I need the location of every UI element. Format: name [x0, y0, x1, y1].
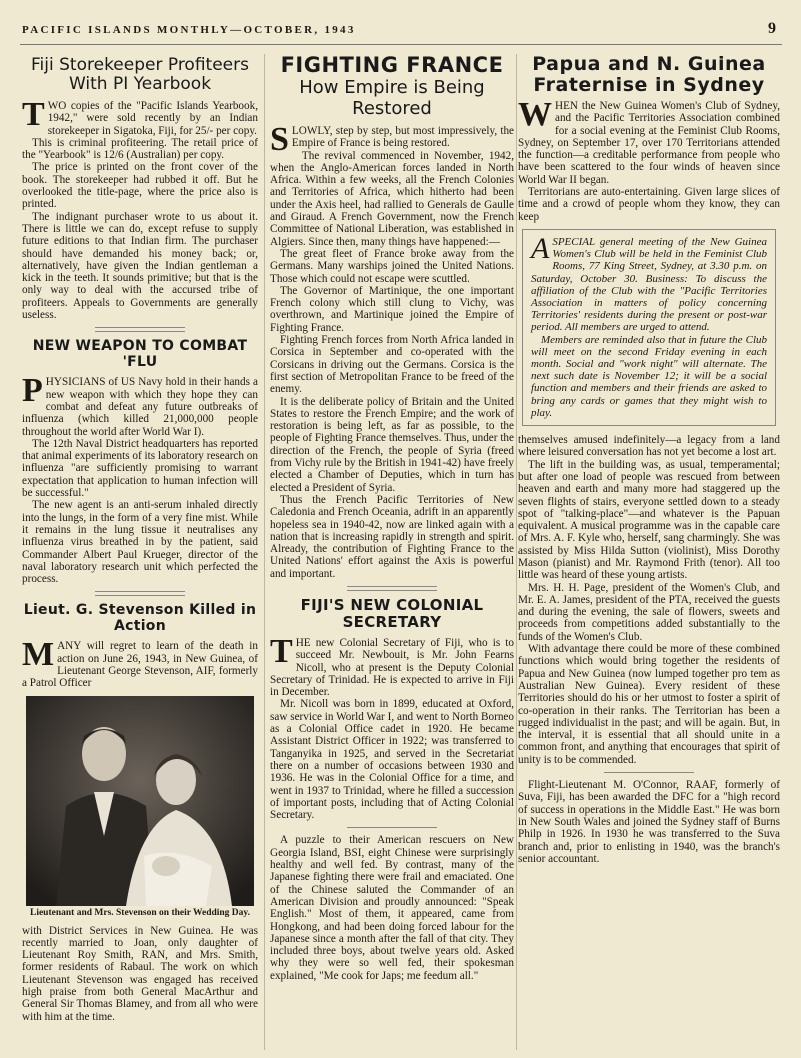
paragraph: WO copies of the "Pacific Islands Yearbook, 1942," were sold recently by an Indian storekeeper in Sigatoka, Fiji, for 25/- per copy.: [47, 100, 258, 137]
column-divider: [516, 54, 517, 1050]
drop-cap: T: [270, 632, 293, 670]
masthead: [22, 20, 782, 40]
paragraph: The new agent is an anti-serum inhaled directly into the lungs, in the form of a very fine mist. While it remains in the lung tissue it neutralises any influenza virus breathed in by the patient, said Commander Albert Paul Krueger, director of the naval laboratory research unit which perfected the process.: [22, 499, 258, 586]
notice-paragraph: Members are reminded also that in future the Club will meet on the second Friday evening in each month. Social and "work night" will alternate. The next such date is November 12; it will be a social function and members and their friends are asked to bring any cards or games that they might wish to play.: [531, 333, 767, 419]
column-3: [518, 54, 780, 1054]
article-fighting-france: [270, 54, 514, 580]
article-stevenson: [22, 602, 258, 1023]
headline: Fiji Storekeeper Profiteers With PI Yearbook: [31, 55, 249, 94]
paragraph: Thus the French Pacific Territories of New Caledonia and French Oceania, adrift in an apparently hopeless sea in 1940-42, now are linked again with a nation that is increasing rapidly in strength and spirit. Already, the contribution of Fighting France to the United Nations' effort against the Axis is powerful and important.: [270, 493, 514, 580]
paragraph: The great fleet of France broke away from the Germans. Many warships joined the United Nations. Those which could not escape were scuttled.: [270, 247, 514, 285]
wedding-photo-image: [26, 696, 254, 906]
wedding-photo: [26, 696, 254, 906]
paragraph: HE new Colonial Secretary of Fiji, who is to succeed Mr. Newbouit, is Mr. John Fearns Nicoll, who at present is the Deputy Colonial Secretary of Trinidad. He is expected to arrive in Fiji in December.: [270, 636, 514, 699]
paragraph: Fighting French forces from North Africa landed in Corsica in September and co-operated with the Corsicans in driving out the Germans. Corsica is the first section of Metropolitan France to be freed of the enemy.: [270, 334, 514, 396]
headline: Papua and N. Guinea Fraternise in Sydney: [532, 54, 766, 96]
article-chinese-rescued: [270, 834, 514, 982]
column-1: [22, 54, 258, 1054]
meeting-notice-box: [522, 229, 776, 426]
notice-paragraph: SPECIAL general meeting of the New Guinea Women's Club will be held in the Feminist Club Rooms, 77 King Street, Sydney, at 3.30 p.m. on Saturday, October 30. Business: To discuss the affiliation of the Club with the "Pacific Territories Association in matters of policy concerning Territories' residents during the present or post-war period. All members are urged to attend.: [531, 235, 767, 334]
headline: Lieut. G. Stevenson Killed in Action: [23, 602, 257, 635]
drop-cap: W: [518, 96, 552, 133]
headline: NEW WEAPON TO COMBAT 'FLU: [32, 338, 248, 371]
photo-caption: Lieutenant and Mrs. Stevenson on their Wedding Day.: [29, 907, 251, 918]
paragraph: This is criminal profiteering. The retail price of the "Yearbook" is 12/6 (Australian) per copy.: [22, 136, 258, 162]
paragraph: The 12th Naval District headquarters has reported that animal experiments of its laboratory research on influenza "are sufficiently promising to warrant expectation that application to human infection will be successful.": [22, 437, 258, 500]
paragraph: The Governor of Martinique, the one important French colony which still clung to Vichy, was overthrown, and Martinique joined the Empire of Fighting France.: [270, 284, 514, 334]
column-2: [270, 54, 514, 1054]
column-divider: [264, 54, 265, 1050]
separator: [347, 586, 437, 591]
paragraph: themselves amused indefinitely—a legacy from a land where leisured conversation has not yet become a lost art.: [518, 434, 780, 459]
paragraph: HEN the New Guinea Women's Club of Sydney, and the Pacific Territories Association combined for a social evening at the Feminist Club Rooms, Sydney, on September 17, over 170 Territorians attended the function—a creditable performance from people who have been scattered to the four winds of heaven since World War II began.: [518, 100, 780, 186]
separator: [347, 827, 437, 828]
paragraph: A puzzle to their American rescuers on New Georgia Island, BSI, eight Chinese were surprisingly healthy and well fed. By contrast, many of the Japanese fighting there were frail and emaciated. One of the Chinese saluted the Commander of an American Division and proudly announced: "Speak English." Most of them, it appeared, came from Hongkong, and had been doing forced labour for the Japanese since a month after the fall of that city. They included three boys, about twelve years old. Asked why they were so well fed, their spokesman explained, "Me cook for Japs; me feedum all.": [270, 834, 514, 982]
paragraph: The revival commenced in November, 1942, when the Anglo-American forces landed in North Africa. Within a few weeks, all the French Colonies and Territories of Africa, which hitherto had been under the Axis heel, had rallied to Generals de Gaulle and Giraud. A French Government, now the French Committee of National Liberation, was established in Algiers. Since then, many things have happened:—: [270, 149, 514, 248]
paragraph: Territorians are auto-entertaining. Given large slices of time and a crowd of people whom they know, they can keep: [518, 186, 780, 223]
paragraph: HYSICIANS of US Navy hold in their hands a new weapon with which they hope they can combat and defeat any future outbreaks of influenza (which killed 21,000,000 people throughout the world after World War I).: [22, 376, 258, 438]
separator: [95, 591, 185, 596]
drop-cap: P: [22, 372, 43, 410]
article-new-weapon-flu: [22, 338, 258, 585]
masthead-title: PACIFIC ISLANDS MONTHLY—OCTOBER, 1943: [22, 24, 356, 36]
paragraph: Mr. Nicoll was born in 1899, educated at Oxford, saw service in World War I, and went to North Borneo as a Colonial Office cadet in 1920. He became Assistant District Officer in 1922; was transferred to Tanganyika in 1925, and served in the Secretariat there on a number of occasions between 1930 and 1936. He was in the Colonial Office for a time, and went in 1937 to Trinidad, where he filled a succession of important posts, including that of Acting Colonial Secretary.: [270, 698, 514, 822]
separator: [604, 772, 694, 773]
drop-cap: M: [22, 636, 55, 674]
drop-cap: A: [531, 231, 550, 265]
article-fiji-colonial-secretary: [270, 597, 514, 821]
paragraph: LOWLY, step by step, but most impressively, the Empire of France is being restored.: [291, 125, 514, 150]
paragraph: Flight-Lieutenant M. O'Connor, RAAF, formerly of Suva, Fiji, has been awarded the DFC for a "high record of success in operations in the Middle East." He was born in New South Wales and joined the Sydney staff of Burns Philp in 1926. In 1930 he was transferred to the Suva branch and, prior to enlisting in 1940, was the branch's senior accountant.: [518, 779, 780, 865]
paragraph: With advantage there could be more of these combined functions which would bring together the residents of Papua and New Guinea (now lumped together pro tem as Australian New Guinea). Every resident of these Territories should do his or her utmost to foster a spirit of co-operation in their ranks. The Territorian has been a rugged individualist in the past; and will be again. But, in the interval, it is essential that all should unite in a common front, and anything that encourages that spirit of unity is to be commended.: [518, 643, 780, 766]
headline: FIJI'S NEW COLONIAL SECRETARY: [300, 595, 484, 631]
headline: FIGHTING FRANCE: [280, 54, 504, 77]
paragraph: It is the deliberate policy of Britain and the United States to restore the French Empire; and the work of restoration is being left, as far as possible, to the people of Fighting France themselves. Thus, under the direction of the French, the people of Syria (freed from Vichy rule by the British in 1941-42) have freely elected a Chamber of Deputies, which in turn has elected a President of Syria.: [270, 395, 514, 494]
article-papua-new-guinea: [518, 54, 780, 766]
paragraph: The lift in the building was, as usual, temperamental; but after one load of people was rescued from between heaven and earth and many more had staggered up the seven flights of stairs, everyone settled down to a steady spot of "talking-place"—and whatever is the Papuan equivalent. A musical programme was in the capable care of Mrs. A. F. Kyle who, herself, sang charmingly. She was assisted by Miss Hilda Sutton (violinist), Miss Dorothy Mason (pianist) and Mr. Raymond Frith (tenor). All too little was heard of these young artists.: [518, 458, 780, 582]
paragraph: ANY will regret to learn of the death in action on June 26, 1943, in New Guinea, of Lieutenant George Stevenson, AIF, formerly a Patrol Officer: [22, 640, 258, 690]
article-oconnor-dfc: [518, 779, 780, 865]
article-fiji-storekeeper: [22, 56, 258, 321]
paragraph: with District Services in New Guinea. He was recently married to Joan, only daughter of Lieutenant Roy Smith, RAN, and Mrs. Smith, former residents of Rabaul. The work on which Lieutenant Stevenson was engaged has received high praise from both General MacArthur and General Sir Thomas Blamey, and from all who were with him at the time.: [22, 924, 258, 1023]
paragraph: The price is printed on the front cover of the book. The storekeeper had rubbed it off. But he overlooked the title-page, where the price also is printed.: [22, 161, 258, 211]
subheadline: How Empire is Being Restored: [299, 77, 485, 119]
drop-cap: S: [270, 121, 289, 158]
paragraph: Mrs. H. H. Page, president of the Women's Club, and Mr. E. A. James, president of the PTA, received the guests and during the evening, the sale of flowers, sweets and proceeds from competitions added substantially to the funds of the Women's Club.: [518, 581, 780, 643]
page-number: 9: [768, 20, 776, 37]
masthead-rule: [20, 44, 782, 45]
drop-cap: T: [22, 96, 45, 133]
separator: [95, 327, 185, 332]
paragraph: The indignant purchaser wrote to us about it. There is little we can do, except refuse to supply future editions to that Indian firm. The purchaser should have demanded his money back; or, alternatively, have given the Indian gentleman a kick in the teeth. It sounds primitive; but that is the only way to deal with the accursed tribe of profiteers. Appeals to Governments are generally useless.: [22, 210, 258, 322]
